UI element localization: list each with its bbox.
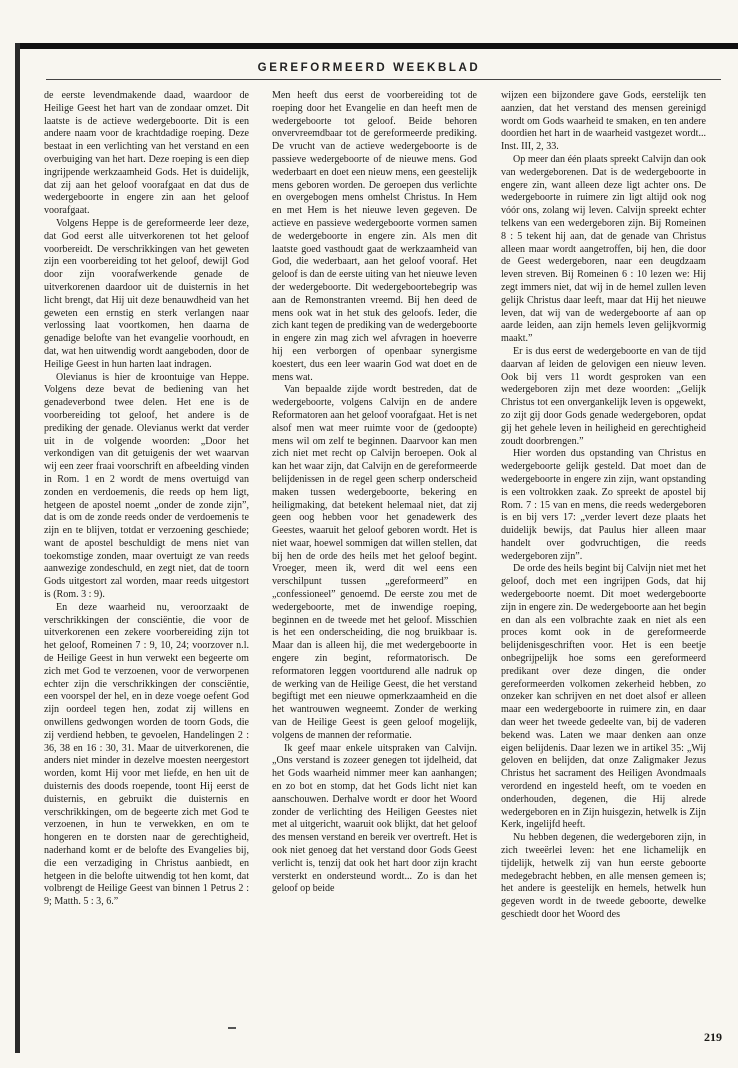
- paragraph: Men heeft dus eerst de voorbereiding tot de roeping door het Evangelie en dan heeft men de wedergeboorte tot geloof. Beide behoren onvervreemdbaar tot de gereformeerde prediking. De vrucht van de actieve wedergeboorte is de passieve wedergeboorte of de nieuwe mens. God wederbaart en doet een nieuw mens, een geestelijk mens geboren worden. De geroepen dus verlichte en overgebogen mens omhelst Christus. In Hem en met Hem is het nieuwe leven gegeven. De actieve en passieve wedergeboorte vormen samen de wedergeboorte in engere zin. Als men dit laatste goed vasthoudt gaat de werkzaamheid van God, die wederbaart, aan het geloof vooraf. Het geloof is dan de eerste uiting van het nieuwe leven der wedergeboorte. Dit wedergeboortebegrip was aan de Remonstranten vreemd. Bij hen deed de mens ook wat in het stuk des geloofs. Ieder, die zich kant tegen de prediking van de wedergeboorte in engere zin mag zich wel afvragen in hoeverre hij een verborgen of openbaar synergisme koestert, dus een leer waarin God wat doet en de mens wat.: [272, 90, 477, 383]
- paragraph: Volgens Heppe is de gereformeerde leer deze, dat God eerst alle uitverkorenen tot het geloof voorbereidt. De verschrikkingen van het geweten zijn een voorbereiding tot het geloof, dewijl God door zijn voorafwerkende genade de uitverkorenen daardoor uit de duisternis in het licht brengt, dat Hij uit deze benauwdheid van het geweten een ernstig en sterk verlangen naar verlossing laat voortkomen, hen daarna de genadige belofte van het evangelie voorhoudt, en dat, wat hen uitwendig wordt aangeboden, door de Heilige Geest in hun harten laat indragen.: [44, 217, 249, 370]
- paragraph: Ik geef maar enkele uitspraken van Calvijn. „Ons verstand is zozeer genegen tot ijdelheid, dat het Gods waarheid nimmer meer kan aanhangen; en zo bot en stomp, dat het Gods licht niet kan aanschouwen. Derhalve wordt er door het Woord zonder de verlichting des Heiligen Geestes niet met al uitgericht, waaruit ook blijkt, dat het geloof des mensen verstand en bereik ver overtreft. Het is ook niet genoeg dat het verstand door Gods Geest verlicht is, tenzij dat ook het hart door zijn kracht versterkt en ondersteund wordt... Zo is dan het geloof op beide: [272, 742, 477, 895]
- left-binding-edge: [15, 43, 20, 1053]
- paragraph: Nu hebben degenen, die wedergeboren zijn, in zich tweeërlei leven: het ene lichamelijk en tijdelijk, hetwelk zij van hun eerste geboorte medegebracht hebben, en alle mensen gemeen is; het andere is geestelijk en hemels, hetwelk hun gegeven wordt in de tweede geboorte, dewelke geschiedt door het Woord des: [501, 832, 706, 920]
- print-speck: [228, 1027, 236, 1029]
- top-border-rule: [15, 43, 738, 49]
- paragraph: Olevianus is hier de kroontuige van Heppe. Volgens deze bevat de bediening van het genadeverbond twee delen. Het ene is de voorbereiding tot geloof, het andere is de prediking der genade. Olevianus werkt dat verder uit in de volgende woorden: „Door het verkondigen van dit getuigenis der wet waarvan wij een zeer fraai voorschrift en afbeelding vinden in Rom. 1 en 2 wordt de mens overtuigd van zonden en verdoemenis, die reeds op hem ligt, hetgeen de apostel noemt „onder de zonde zijn”, dat is om de zonde reeds onder de verdoemenis te zijn en te blijven, totdat er verzoening geschiede; want de apostel beschuldigt de mens niet van toekomstige zonden, maar overtuigt ze van reeds aanwezige zondeschuld, en zegt niet, dat de toorn Gods uitgestort zal worden, maar reeds uitgestort is (Rom. 3 : 9).: [44, 371, 249, 601]
- paragraph: Van bepaalde zijde wordt bestreden, dat de wedergeboorte, volgens Calvijn en de andere Reformatoren aan het geloof voorafgaat. Het is net alsof men wat meer ruimte voor de (gedoopte) mens wil om zelf te beginnen. Daarvoor kan men zich niet met recht op Calvijn beroepen. Ook al kan het waar zijn, dat Calvijn en de gereformeerde belijdenissen in de regel geen scherp onderscheid maken tussen wedergeboorte, bekering en heiligmaking, dat betekent helemaal niet, dat zij geen oog hebben voor het genadewerk des Geestes, waaruit het geloof geboren wordt. Het is niet waar, hoewel sommigen dat willen stellen, dat bij hen de orde des heils met het geloof begint. Vroeger, meen ik, werd dit wel eens een verschilpunt tussen „gereformeerd” en „confessioneel” genoemd. De eerste zou met de wedergeboorte, met de inwendige roeping, beginnen en de tweede met het geloof. Misschien is het een onderscheiding, die nog bruikbaar is. Maar dan is alleen hij, die met wedergeboorte in engere zin begint, reformatorisch. De reformatoren leggen voortdurend alle nadruk op de werking van de Heilige Geest, die het verstand begiftigt met een nieuwe opmerkzaamheid en die het wantrouwen wegneemt. Zonder de werking van de Heilige Geest is geen geloof mogelijk, volgens de mannen der reformatie.: [272, 384, 477, 741]
- paragraph: De orde des heils begint bij Calvijn niet met het geloof, doch met een ingrijpen Gods, dat hij wedergeboorte noemt. Dit moet wedergeboorte zijn in engere zin. De wedergeboorte aan het begin en dan als een volbrachte zaak en niet als een proces komt ook in de gereformeerde belijdenisgeschriften voor. Het is een beetje onbegrijpelijk hoe soms een gereformeerd predikant over deze dingen, die onder gereformeerden volkomen zekerheid hebben, zo onzeker kan schrijven en net doet alsof er alleen maar een wedergeboorte in ruimere zin, en daar dan weer het tweede gedeelte van, bij de vaderen bekend was. Laten we maar denken aan onze eigen belijdenis. Daar lezen we in artikel 35: „Wij geloven en belijden, dat onze Zaligmaker Jezus Christus het sacrament des Heiligen Avondmaals verordend en ingesteld heeft, om te voeden en onderhouden, degenen, die Hij alrede wedergeboren en in Zijn huisgezin, hetwelk is Zijn Kerk, ingelijfd heeft.: [501, 563, 706, 831]
- paragraph: Op meer dan één plaats spreekt Calvijn dan ook van wedergeborenen. Dat is de wedergeboorte in engere zin, want alleen deze ligt achter ons. De wedergeboorte in ruimere zin ligt altijd ook nog vóór ons, zolang wij leven. Calvijn spreekt echter telkens van een wedergeboren zijn. Bij Romeinen 8 : 5 tekent hij aan, dat de genade van Christus alleen maar wordt aangetroffen, bij hen, die door de Geest wedergeboren, naar een deugdzaam leven streven. Bij Romeinen 6 : 10 lezen we: Hij zegt immers niet, dat wij in de hemel zullen leven gelijk Christus daar leeft, maar dat Hij het nieuwe leven, dat wij van de wedergeboorte af aan op aarde leiden, aan zijn hemels leven gelijkvormig maakt.”: [501, 153, 706, 345]
- text-column-3: [501, 90, 706, 1025]
- header-divider: [46, 79, 721, 80]
- text-column-1: [44, 90, 249, 1025]
- running-header: GEREFORMEERD WEEKBLAD: [257, 62, 481, 74]
- paragraph: En deze waarheid nu, veroorzaakt de verschrikkingen der consciëntie, die voor de uitverkorenen een zekere voorbereiding zijn tot het geloof, Romeinen 7 : 9, 10, 24; voorzover n.l. de Heilige Geest in hun verwekt een begeerte om zich met God te verzoenen, voor de verworpenen echter zijn die verschrikkingen der consciëntie, een voorspel der hel, en in deze voege oefent God zijn oordeel tegen hen, zodat zij willens en onwillens gedwongen worden de toorn Gods, die zij verdiend hebben, te gevoelen, Handelingen 2 : 36, 38 en 16 : 30, 31. Maar de uitverkorenen, die anders niet minder in dezelve moesten neergestort worden, komt Hij voor met liefde, en hen uit de duisternis des doods roepende, toont Hij eerst de duisternis, en gebruikt die duisternis en verschrikkingen, om de begeerte zich met God te verzoenen, in hun te verwekken, en om te hongeren en te dorsten naar de gerechtigheid, naderhand komt er de belofte des Evangelies bij, die een verzadiging in Christus aanbiedt, en hetgeen in die belofte uitwendig tot hen komt, dat volbrengt de Heilige Geest van binnen 1 Petrus 2 : 9; Matth. 5 : 3, 6.”: [44, 601, 249, 908]
- paragraph: wijzen een bijzondere gave Gods, eerstelijk ten aanzien, dat het verstand des mensen gereinigd wordt om Gods waarheid te smaken, en ten andere doordien het hart in de waarheid vastgezet wordt... Inst. III, 2, 33.: [501, 90, 706, 153]
- paragraph: Hier worden dus opstanding van Christus en wedergeboorte gelijk gesteld. Dat moet dan de wedergeboorte in engere zin zijn, want opstanding is een voltrokken zaak. Zo spreekt de apostel bij Rom. 7 : 15 van en mens, die reeds wedergeboren is en bij vers 17: „verder levert deze plaats het duidelijk bewijs, dat Paulus hier alleen maar handelt over godvruchtigen, die reeds wedergeboren zijn”.: [501, 448, 706, 562]
- page-number: 219: [704, 1030, 722, 1044]
- paragraph: de eerste levendmakende daad, waardoor de Heilige Geest het hart van de zondaar omzet. Dit laatste is de actieve wedergeboorte. Dit is een andere naam voor de krachtdadige roeping. Deze bestaat in een verlichting van het verstand en een overbuiging van het hart. Deze roeping is een diep ingrijpende werkzaamheid Gods. Het is duidelijk, dat zij aan het geloof voorafgaat en dat dus de wedergeboorte in engere zin aan het geloof voorafgaat.: [44, 90, 249, 217]
- paragraph: Er is dus eerst de wedergeboorte en van de tijd daarvan af leiden de gelovigen een nieuw leven. Ook bij vers 11 wordt gesproken van een wedergeboren zijn met deze woorden: „Gelijk Christus tot een onvergankelijk leven is opgewekt, zo zijt gij door Gods genade wedergeboren, opdat gij het gehele leven in heiligheid en gerechtigheid zoudt doorbrengen.”: [501, 345, 706, 447]
- text-column-2: [272, 90, 477, 1025]
